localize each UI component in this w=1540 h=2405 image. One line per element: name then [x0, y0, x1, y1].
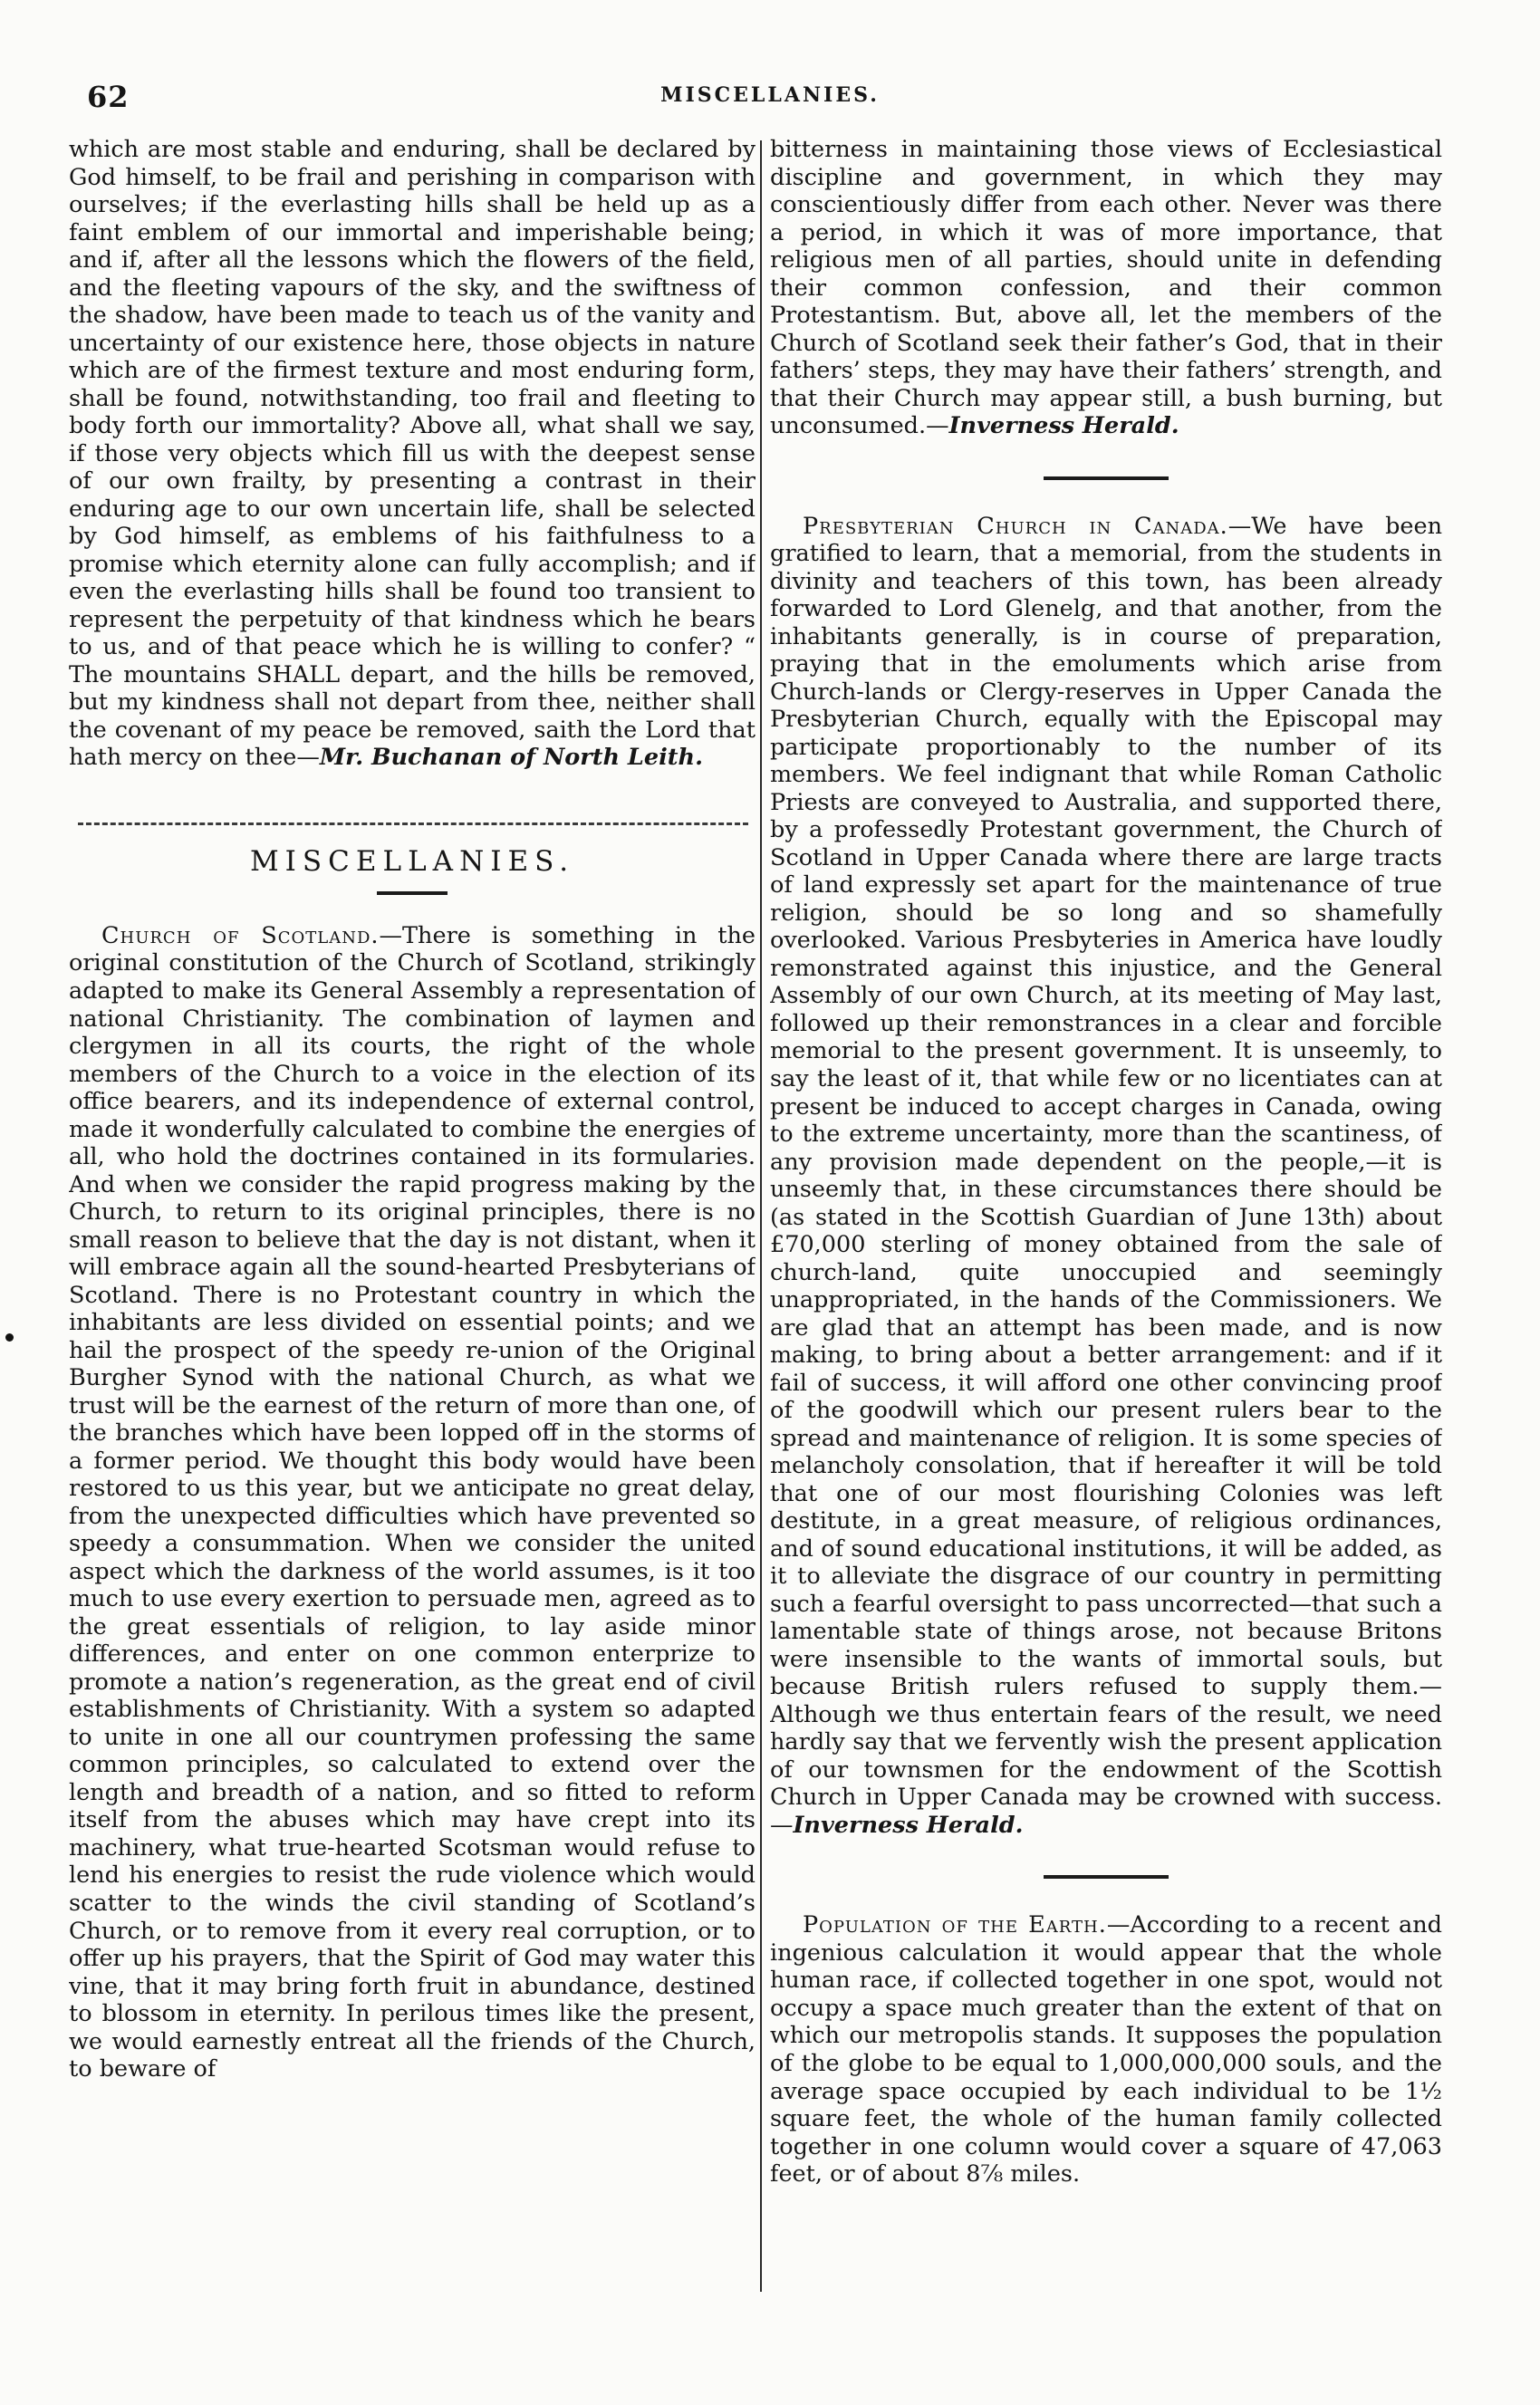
right-column	[770, 136, 1442, 2292]
running-title: MISCELLANIES.	[660, 83, 880, 107]
article-body: —We have been gratified to learn, that a memorial, from the students in divinity and teachers of this town, has been already forwarded to Lord Glenelg, and that another, from the inhabitants generally, is in course of preparation, praying that in the emoluments which arise from Church-lands or Clergy-reserves in Upper Canada the Presbyterian Church, equally with the Episcopal may participate proportionably to the number of its members. We feel indignant that while Roman Catholic Priests are conveyed to Australia, and supported there, by a professedly Protestant government, the Church of Scotland in Upper Canada where there are large tracts of land expressly set apart for the maintenance of true religion, should be so long and so shamefully overlooked. Various Presbyteries in America have loudly remonstrated against this injustice, and the General Assembly of our own Church, at its meeting of May last, followed up their remonstrances in a clear and forcible memorial to the present government. It is unseemly, to say the least of it, that while few or no licentiates can at present be induced to accept charges in Canada, owing to the extreme uncertainty, more than the scantiness, of any provision made dependent on the people,—it is unseemly that, in these circumstances there should be (as stated in the Scottish Guardian of June 13th) about £70,000 sterling of money obtained from the sale of church-land, quite unoccupied and seemingly unappropriated, in the hands of the Commissioners. We are glad that an attempt has been made, and is now making, to bring about a better arrangement: and if it fail of success, it will afford one other convincing proof of the goodwill which our present rulers bear to the spread and maintenance of religion. It is some species of melancholy consolation, that if hereafter it will be told that one of our most flourishing Colonies was left destitute, in a great measure, of religious ordinances, and of sound educational institutions, it will be added, as it to alleviate the disgrace of our country in permitting such a fearful oversight to pass uncorrected—that such a lamentable state of things arose, not because Britons were insensible to the wants of immortal souls, but because British rulers refused to supply them.—Although we thus entertain fears of the result, we need hardly say that we fervently wish the present application of our townsmen for the endowment of the Scottish Church in Upper Canada may be crowned with success.—	[770, 512, 1442, 1839]
article-body: —According to a recent and ingenious calculation it would appear that the whole human race, if collected together in one spot, would not occupy a space much greater than the extent of that on which our metropolis stands. It supposes the population of the globe to be equal to 1,000,000,000 souls, and the average space occupied by each individual to be 1½ square feet, the whole of the human family collected together in one column would cover a square of 47,063 feet, or of about 8⅞ miles.	[770, 1911, 1442, 2189]
article-heading: Presbyterian Church in Canada.	[803, 512, 1228, 540]
margin-dot	[5, 1333, 14, 1342]
section-title: MISCELLANIES.	[249, 844, 575, 878]
title-rule	[377, 891, 448, 895]
column-divider	[760, 140, 762, 2292]
article-presbyterian-church-canada	[770, 513, 1442, 1840]
continued-passage-text: which are most stable and enduring, shall be declared by God himself, to be frail and perishing in comparison with ourselves; if the everlasting hills shall be held up as a faint emblem of our immortal and imperishable being; and if, after all the lessons which the flowers of the field, and the fleeting vapours of the sky, and the swiftness of the shadow, have been made to teach us of the vanity and uncertainty of our existence here, those objects in nature which are of the firmest texture and most enduring form, shall be found, notwithstanding, too frail and fleeting to body forth our immortality? Above all, what shall we say, if those very objects which fill us with the deepest sense of our own frailty, by presenting a contrast in their enduring age to our own uncertain life, shall be selected by God himself, as emblems of his faithfulness to a promise which eternity alone can fully accomplish; and if even the everlasting hills shall be found too transient to represent the perpetuity of that kindness which he bears to us, and of that peace which he is willing to confer? “ The mountains SHALL depart, and the hills be removed, but my kindness shall not depart from thee, neither shall the covenant of my peace be removed, saith the Lord that hath mercy on thee—	[69, 136, 756, 772]
article-heading: Church of Scotland.	[101, 921, 380, 949]
article-population-of-earth	[770, 1911, 1442, 2188]
page-number: 62	[87, 80, 130, 114]
article-church-of-scotland	[69, 922, 756, 2083]
continued-article-credit: Inverness Herald.	[948, 412, 1179, 440]
article-separator	[1044, 476, 1169, 480]
dashed-divider	[78, 823, 748, 825]
continued-article	[770, 136, 1442, 440]
article-credit: Inverness Herald.	[793, 1811, 1024, 1839]
article-separator	[1044, 1875, 1169, 1879]
continued-passage-credit: Mr. Buchanan of North Leith.	[319, 744, 703, 772]
article-body: —There is something in the original constitution of the Church of Scotland, strikingly adapted to make its General Assembly a representation of national Christianity. The combination of laymen and clergymen in all its courts, the right of the whole members of the Church to a voice in the election of its office bearers, and its independence of external control, made it wonderfully calculated to combine the energies of all, who hold the doctrines contained in its formularies. And when we consider the rapid progress making by the Church, to return to its original principles, there is no small reason to believe that the day is not distant, when it will embrace again all the sound-hearted Presbyterians of Scotland. There is no Protestant country in which the inhabitants are less divided on essential points; and we hail the prospect of the speedy re-union of the Original Burgher Synod with the national Church, as what we trust will be the earnest of the return of more than one, of the branches which have been lopped off in the storms of a former period. We thought this body would have been restored to us this year, but we anticipate no great delay, from the unexpected difficulties which have prevented so speedy a consummation. When we consider the united aspect which the darkness of the world assumes, is it too much to use every exertion to persuade men, agreed as to the great essentials of religion, to lay aside minor differences, and enter on one common enterprize to promote a nation’s regeneration, as the great end of civil establishments of Christianity. With a system so adapted to unite in one all our countrymen professing the same common principles, so calculated to extend over the length and breadth of a nation, and so fitted to reform itself from the abuses which may have crept into its machinery, what true-hearted Scotsman would refuse to lend his energies to resist the rude violence which would scatter to the winds the civil standing of Scotland’s Church, or to remove from it every real corruption, or to offer up his prayers, that the Spirit of God may water this vine, that it may bring forth fruit in abundance, destined to blossom in eternity. In perilous times like the present, we would earnestly entreat all the friends of the Church, to beware of	[69, 921, 756, 2083]
article-heading: Population of the Earth.	[803, 1911, 1107, 1939]
continued-article-text: bitterness in maintaining those views of Ecclesiastical discipline and government, in which they may conscientiously differ from each other. Never was there a period, in which it was of more importance, that religious men of all parties, should unite in defending their common confession, and their common Protestantism. But, above all, let the members of the Church of Scotland seek their father’s God, that in their fathers’ steps, they may have their fathers’ strength, and that their Church may appear still, a bush burning, but unconsumed.—	[770, 136, 1442, 440]
left-column	[69, 136, 756, 2292]
continued-passage	[69, 136, 756, 772]
